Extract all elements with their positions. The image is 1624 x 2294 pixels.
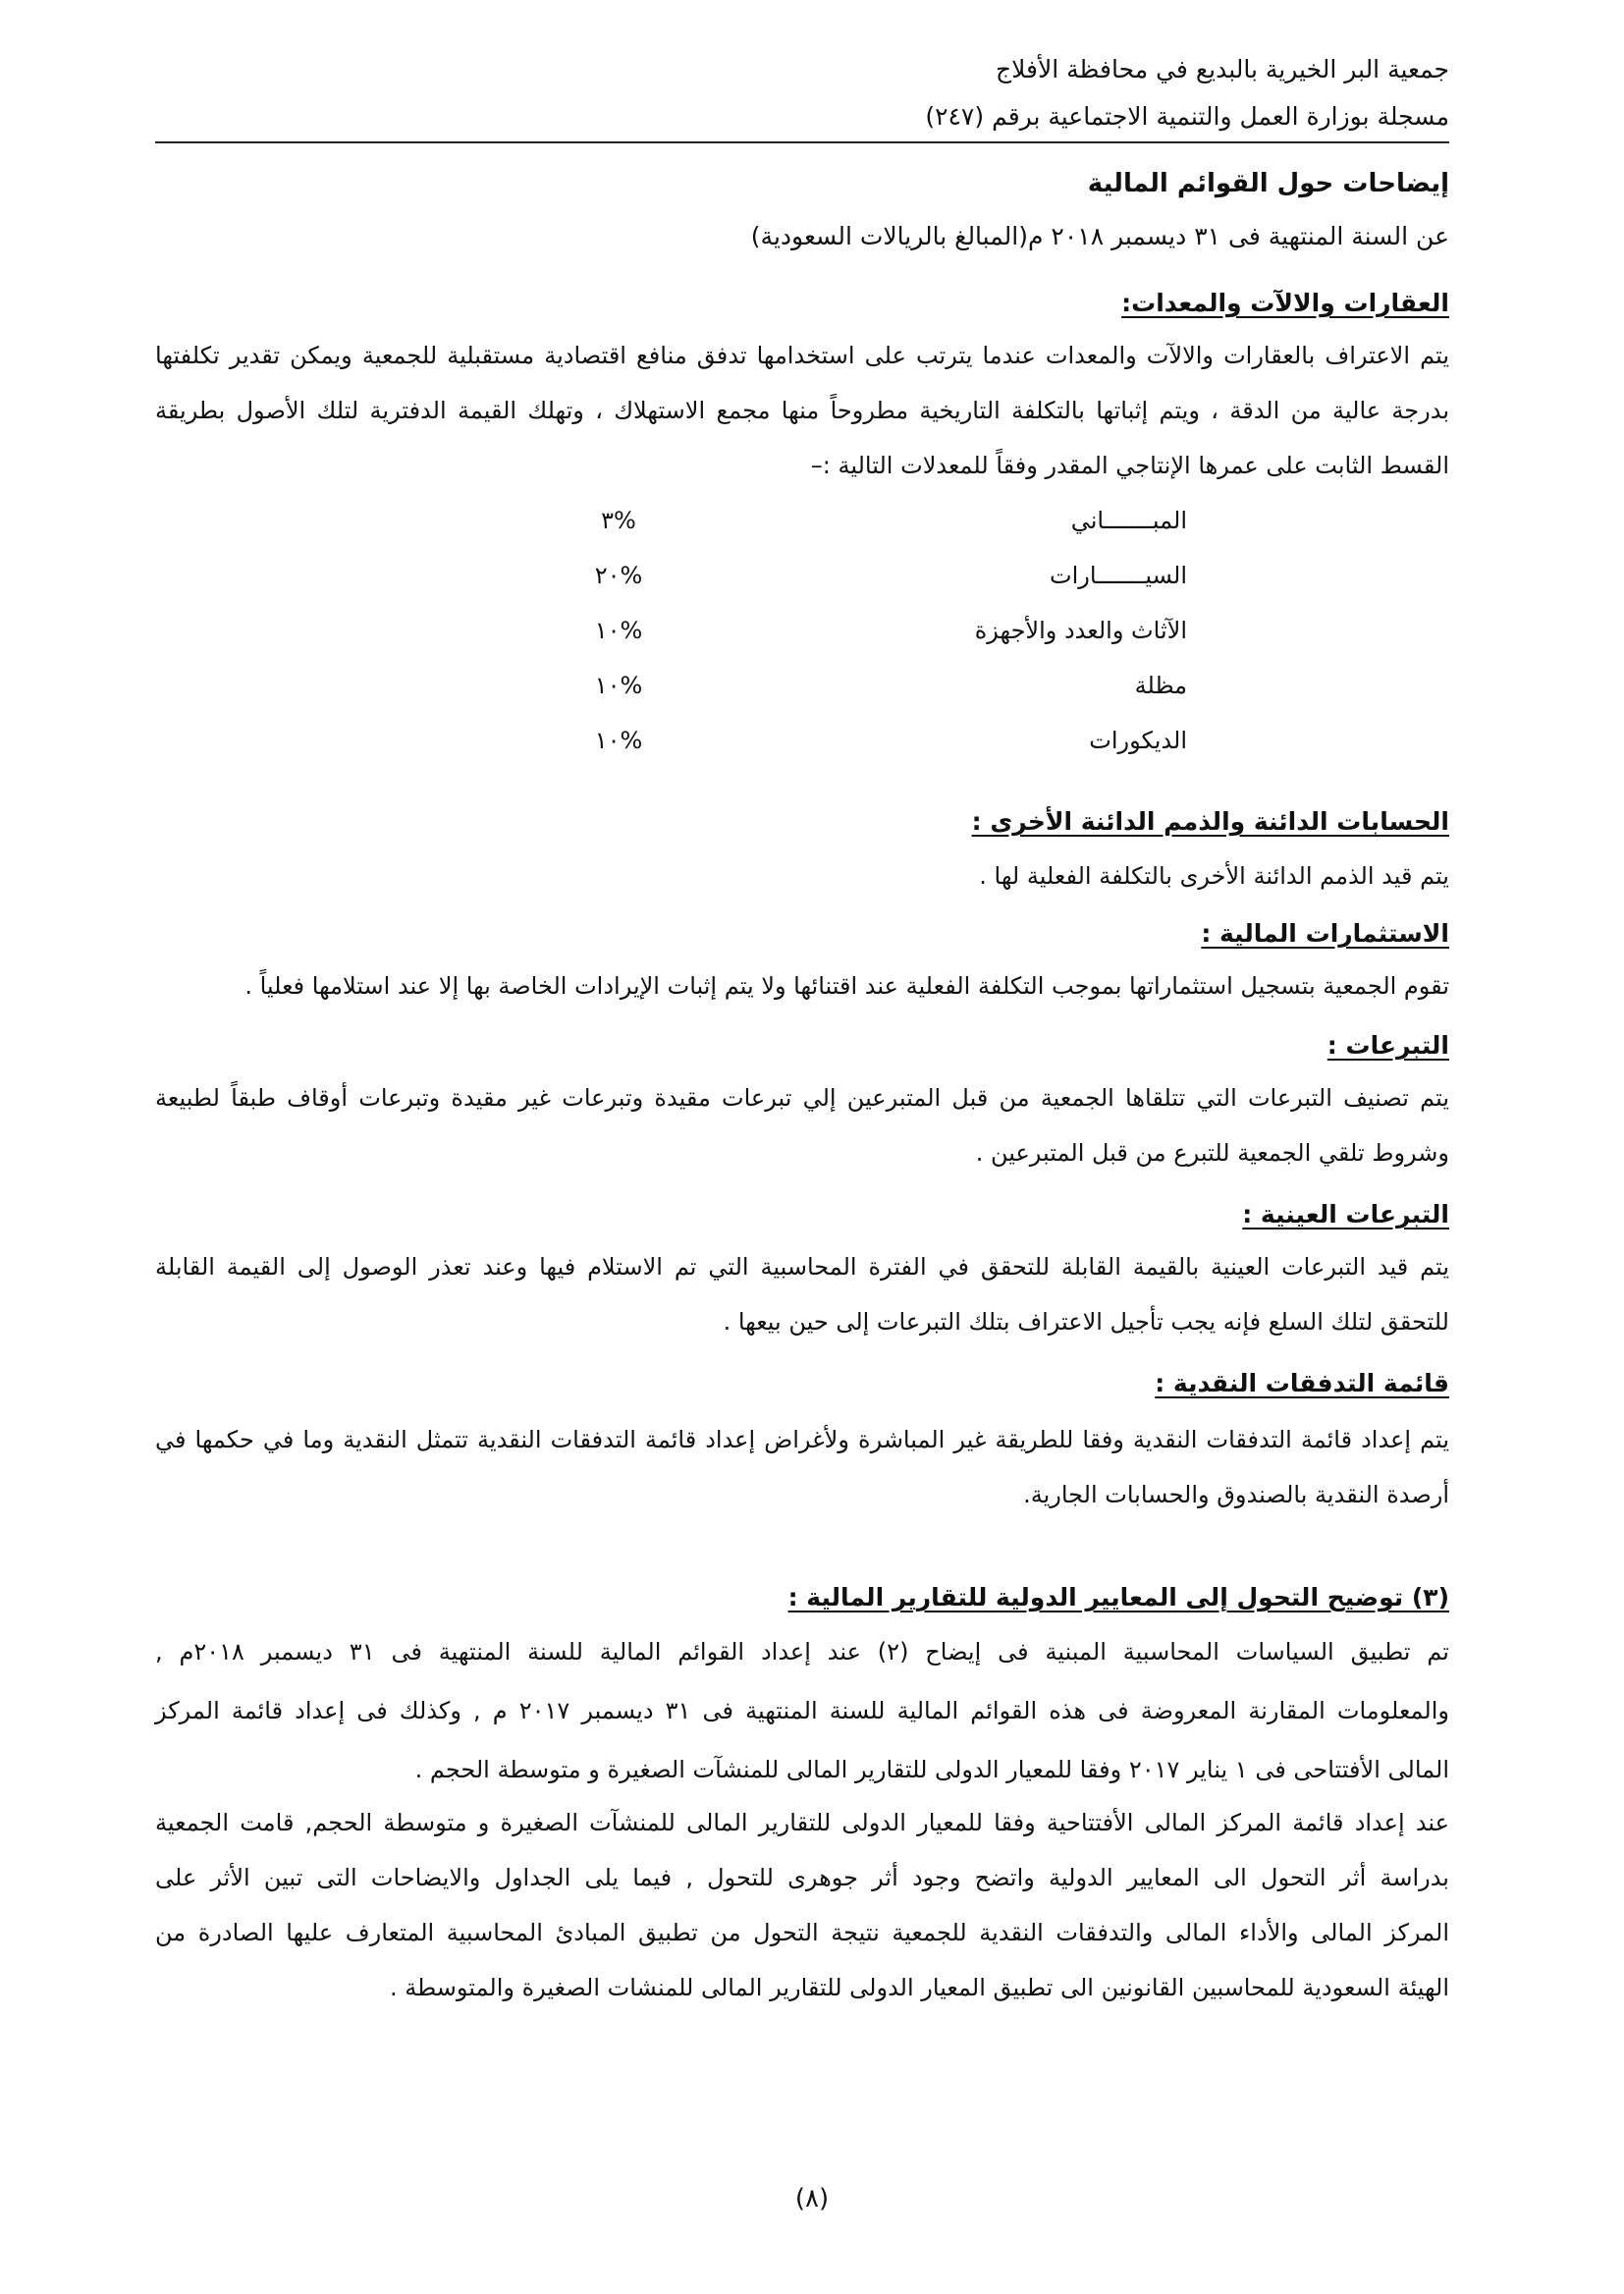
rate-value: %٣ — [601, 507, 636, 534]
rate-value: %٢٠ — [594, 562, 643, 589]
assets-line-3: القسط الثابت على عمرها الإنتاجي المقدر وفقاً للمعدلات التالية :– — [810, 452, 1449, 479]
cashflow-line-1: يتم إعداد قائمة التدفقات النقدية وفقا للطريقة غير المباشرة ولأغراض إعداد قائمة التدفقات النقدية تتمثل النقدية وما في حكمها في — [155, 1426, 1449, 1453]
assets-paragraph — [155, 342, 1449, 507]
donations-heading: التبرعات : — [1326, 1031, 1449, 1060]
transition-line-5: بدراسة أثر التحول الى المعايير الدولية واتضح وجود أثر جوهرى للتحول , فيما يلى الجداول والايضاحات التى تبين الأثر على — [155, 1864, 1449, 1891]
rate-row — [0, 507, 1624, 546]
investments-heading: الاستثمارات المالية : — [1201, 919, 1449, 948]
payables-paragraph — [155, 862, 1449, 917]
assets-line-2: بدرجة عالية من الدقة ، ويتم إثباتها بالتكلفة التاريخية مطروحاً منها مجمع الاستهلاك ، وتهلك القيمة الدفترية لتلك الأصول بطريقة — [155, 397, 1449, 424]
investments-paragraph — [155, 972, 1449, 1027]
transition-line-2: والمعلومات المقارنة المعروضة فى هذه القوائم المالية للسنة المنتهية فى ٣١ ديسمبر ٢٠١٧ م , وكذلك فى إعداد قائمة المركز — [155, 1697, 1450, 1724]
donations-line-1: يتم تصنيف التبرعات التي تتلقاها الجمعية من قبل المتبرعين إلي تبرعات مقيدة وتبرعات غير مقيدة وتبرعات أوقاف طبقاً لطبيعة — [155, 1084, 1449, 1112]
rate-label: مظلة — [1134, 672, 1187, 699]
rate-label: السيـــــــارات — [1049, 562, 1187, 589]
rate-label: الآثاث والعدد والأجهزة — [974, 617, 1187, 644]
transition-line-4: عند إعداد قائمة المركز المالى الأفتتاحية وفقا للمعيار الدولى للتقارير المالى للمنشآت الصغيرة و متوسطة الحجم, قامت الجمعية — [155, 1809, 1449, 1836]
rate-row — [0, 672, 1624, 711]
investments-line-1: تقوم الجمعية بتسجيل استثماراتها بموجب التكلفة الفعلية عند اقتنائها ولا يتم إثبات الإيرادات الخاصة بها إلا عند استلامها فعلياً . — [244, 972, 1449, 1000]
registration-line: مسجلة بوزارة العمل والتنمية الاجتماعية برقم (٢٤٧) — [925, 102, 1449, 131]
inkind-heading: التبرعات العينية : — [1242, 1200, 1449, 1229]
transition-heading: (٣) توضيح التحول إلى المعايير الدولية للتقارير المالية : — [787, 1583, 1449, 1611]
rate-value: %١٠ — [594, 727, 643, 754]
rate-value: %١٠ — [594, 672, 643, 699]
rate-row — [0, 617, 1624, 656]
donations-line-2: وشروط تلقي الجمعية للتبرع من قبل المتبرعين . — [975, 1139, 1449, 1167]
inkind-line-2: للتحقق لتلك السلع فإنه يجب تأجيل الاعتراف بتلك التبرعات إلى حين بيعها . — [723, 1308, 1449, 1336]
header-divider — [155, 141, 1449, 143]
transition-paragraph-2 — [155, 1809, 1449, 2029]
rate-value: %١٠ — [594, 617, 643, 644]
rate-label: المبـــــــاني — [1070, 507, 1187, 534]
transition-line-7: الهيئة السعودية للمحاسبين القانونين الى تطبيق المعيار الدولى للتقارير المالى للمنشات الصغيرة والمتوسطة . — [389, 1974, 1449, 2001]
page-title: إيضاحات حول القوائم المالية — [1087, 169, 1449, 198]
org-name: جمعية البر الخيرية بالبديع في محافظة الأفلاج — [995, 55, 1449, 83]
page-number: (٨) — [794, 2184, 830, 2213]
assets-line-1: يتم الاعتراف بالعقارات والالآت والمعدات عندما يترتب على استخدامها تدفق منافع اقتصادية مستقبلية للجمعية ويمكن تقدير تكلفتها — [155, 342, 1449, 369]
assets-heading: العقارات والالآت والمعدات: — [1121, 289, 1449, 317]
rate-row — [0, 562, 1624, 601]
cashflow-line-2: أرصدة النقدية بالصندوق والحسابات الجارية. — [1023, 1481, 1449, 1508]
page-subtitle: عن السنة المنتهية فى ٣١ ديسمبر ٢٠١٨ م(المبالغ بالريالات السعودية) — [750, 222, 1449, 250]
payables-line-1: يتم قيد الذمم الدائنة الأخرى بالتكلفة الفعلية لها . — [979, 862, 1449, 890]
transition-line-6: المركز المالى والأداء المالى والتدفقات النقدية للجمعية نتيجة التحول من تطبيق المبادئ المحاسبية المتعارف عليها الصادرة من — [155, 1919, 1449, 1946]
rate-label: الديكورات — [1089, 727, 1187, 754]
transition-line-3: المالى الأفتتاحى فى ١ يناير ٢٠١٧ وفقا للمعيار الدولى للتقارير المالى للمنشآت الصغيرة و متوسطة الحجم . — [414, 1756, 1449, 1783]
inkind-line-1: يتم قيد التبرعات العينية بالقيمة القابلة للتحقق في الفترة المحاسبية التي تم الاستلام فيها وعند تعذر الوصول إلى القيمة القابلة — [155, 1253, 1449, 1281]
donations-paragraph — [155, 1084, 1449, 1194]
cashflow-heading: قائمة التدفقات النقدية : — [1155, 1369, 1449, 1397]
transition-paragraph-1 — [155, 1638, 1449, 1807]
inkind-paragraph — [155, 1253, 1449, 1363]
payables-heading: الحسابات الدائنة والذمم الدائنة الأخرى : — [971, 807, 1449, 836]
rate-row — [0, 727, 1624, 766]
cashflow-paragraph — [155, 1426, 1449, 1536]
transition-line-1: تم تطبيق السياسات المحاسبية المبنية فى إيضاح (٢) عند إعداد القوائم المالية للسنة المنتهية فى ٣١ ديسمبر ٢٠١٨م , — [155, 1638, 1449, 1666]
